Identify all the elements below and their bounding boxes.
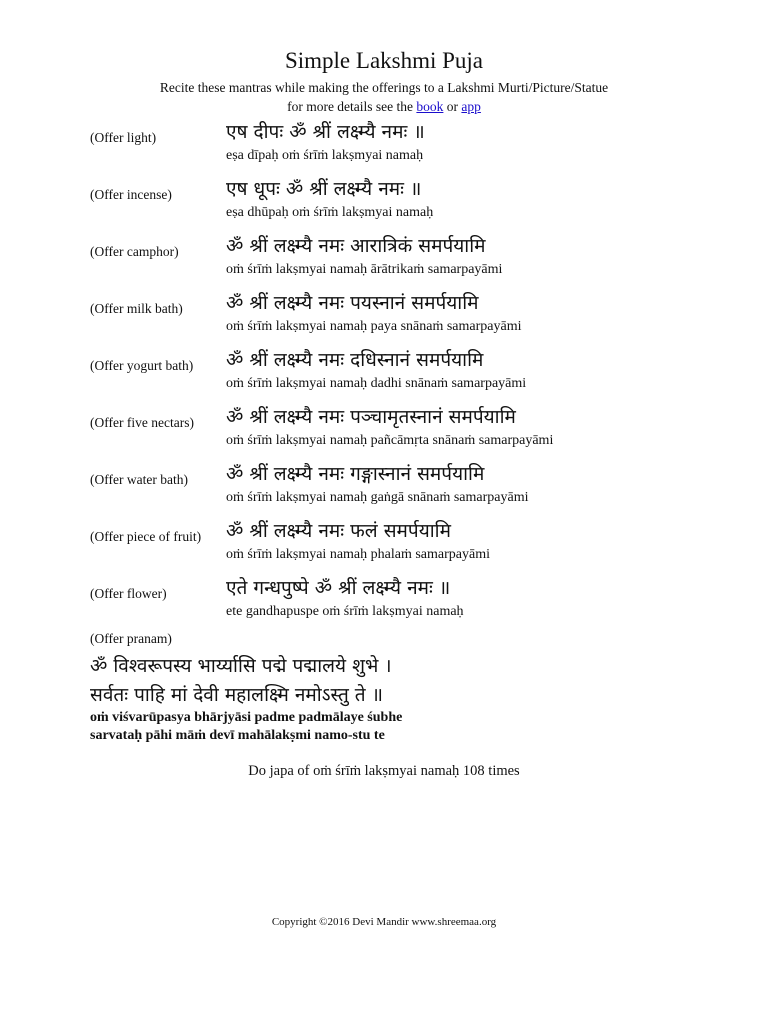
offering-label: (Offer flower) <box>90 586 167 601</box>
offering-label: (Offer five nectars) <box>90 415 194 430</box>
offering-label: (Offer camphor) <box>90 244 179 259</box>
app-link[interactable]: app <box>461 99 481 114</box>
offering-row-milk-bath <box>0 289 768 346</box>
offering-label: (Offer light) <box>90 130 157 145</box>
offerings-list <box>0 118 768 631</box>
offering-mantra-transliteration: ete gandhapuspe oṁ śrīṁ lakṣmyai namaḥ <box>226 604 464 619</box>
offering-mantra-transliteration: oṁ śrīṁ lakṣmyai namaḥ pañcāmṛta snānaṁ samarpayāmi <box>226 433 554 448</box>
offering-row-camphor <box>0 232 768 289</box>
offering-row-fruit <box>0 517 768 574</box>
page-subtitle <box>0 78 768 116</box>
pranam-transliteration-line-2: sarvataḥ pāhi māṁ devī mahālakṣmi namo-stu te <box>90 728 385 743</box>
pranam-label: (Offer pranam) <box>90 631 172 646</box>
offering-mantra-devanagari: एष धूपः ॐ श्रीं लक्ष्म्यै नमः ॥ <box>226 178 422 200</box>
offering-label: (Offer yogurt bath) <box>90 358 194 373</box>
offering-row-yogurt-bath <box>0 346 768 403</box>
offering-mantra-devanagari: एते गन्धपुष्पे ॐ श्रीं लक्ष्म्यै नमः ॥ <box>226 577 451 599</box>
offering-mantra-transliteration: oṁ śrīṁ lakṣmyai namaḥ gaṅgā snānaṁ samarpayāmi <box>226 490 529 505</box>
offering-label: (Offer water bath) <box>90 472 188 487</box>
offering-row-incense <box>0 175 768 232</box>
subtitle-or: or <box>443 99 462 114</box>
offering-mantra-devanagari: ॐ श्रीं लक्ष्म्यै नमः फलं समर्पयामि <box>226 520 451 542</box>
offering-label: (Offer incense) <box>90 187 172 202</box>
offering-mantra-transliteration: oṁ śrīṁ lakṣmyai namaḥ phalaṁ samarpayāmi <box>226 547 490 562</box>
book-link[interactable]: book <box>416 99 444 114</box>
offering-mantra-transliteration: eṣa dhūpaḥ oṁ śrīṁ lakṣmyai namaḥ <box>226 205 434 220</box>
copyright-footer: Copyright ©2016 Devi Mandir www.shreemaa.org <box>271 916 497 928</box>
offering-mantra-devanagari: ॐ श्रीं लक्ष्म्यै नमः दधिस्नानं समर्पयामि <box>226 349 484 371</box>
offering-label: (Offer milk bath) <box>90 301 183 316</box>
pranam-devanagari-line-2: सर्वतः पाहि मां देवी महालक्ष्मि नमोऽस्तु ते ॥ <box>90 684 384 706</box>
offering-label: (Offer piece of fruit) <box>90 529 202 544</box>
offering-mantra-transliteration: oṁ śrīṁ lakṣmyai namaḥ dadhi snānaṁ samarpayāmi <box>226 376 527 391</box>
offering-mantra-devanagari: ॐ श्रीं लक्ष्म्यै नमः पयस्नानं समर्पयामि <box>226 292 479 314</box>
offering-mantra-transliteration: oṁ śrīṁ lakṣmyai namaḥ ārātrikaṁ samarpayāmi <box>226 262 503 277</box>
offering-mantra-devanagari: ॐ श्रीं लक्ष्म्यै नमः पञ्चामृतस्नानं समर्पयामि <box>226 406 516 428</box>
offering-row-light <box>0 118 768 175</box>
pranam-devanagari-line-1: ॐ विश्वरूपस्य भार्य्यासि पद्मे पद्मालये शुभे । <box>90 655 392 677</box>
japa-instruction: Do japa of oṁ śrīṁ lakṣmyai namaḥ 108 times <box>248 763 520 779</box>
offering-row-flower <box>0 574 768 631</box>
offering-mantra-transliteration: eṣa dīpaḥ oṁ śrīṁ lakṣmyai namaḥ <box>226 148 424 163</box>
pranam-transliteration-line-1: oṁ viśvarūpasya bhārjyāsi padme padmālaye śubhe <box>90 710 403 725</box>
offering-mantra-devanagari: ॐ श्रीं लक्ष्म्यै नमः गङ्गास्नानं समर्पयामि <box>226 463 485 485</box>
offering-row-five-nectars <box>0 403 768 460</box>
offering-mantra-devanagari: ॐ श्रीं लक्ष्म्यै नमः आरात्रिकं समर्पयामि <box>226 235 486 257</box>
offering-row-water-bath <box>0 460 768 517</box>
subtitle-prefix: for more details see the <box>287 99 417 114</box>
subtitle-line-1: Recite these mantras while making the offerings to a Lakshmi Murti/Picture/Statue <box>159 80 609 95</box>
offering-mantra-devanagari: एष दीपः ॐ श्रीं लक्ष्म्यै नमः ॥ <box>226 121 425 143</box>
offering-mantra-transliteration: oṁ śrīṁ lakṣmyai namaḥ paya snānaṁ samarpayāmi <box>226 319 522 334</box>
subtitle-line-2 <box>0 97 768 116</box>
page-title: Simple Lakshmi Puja <box>284 48 484 73</box>
